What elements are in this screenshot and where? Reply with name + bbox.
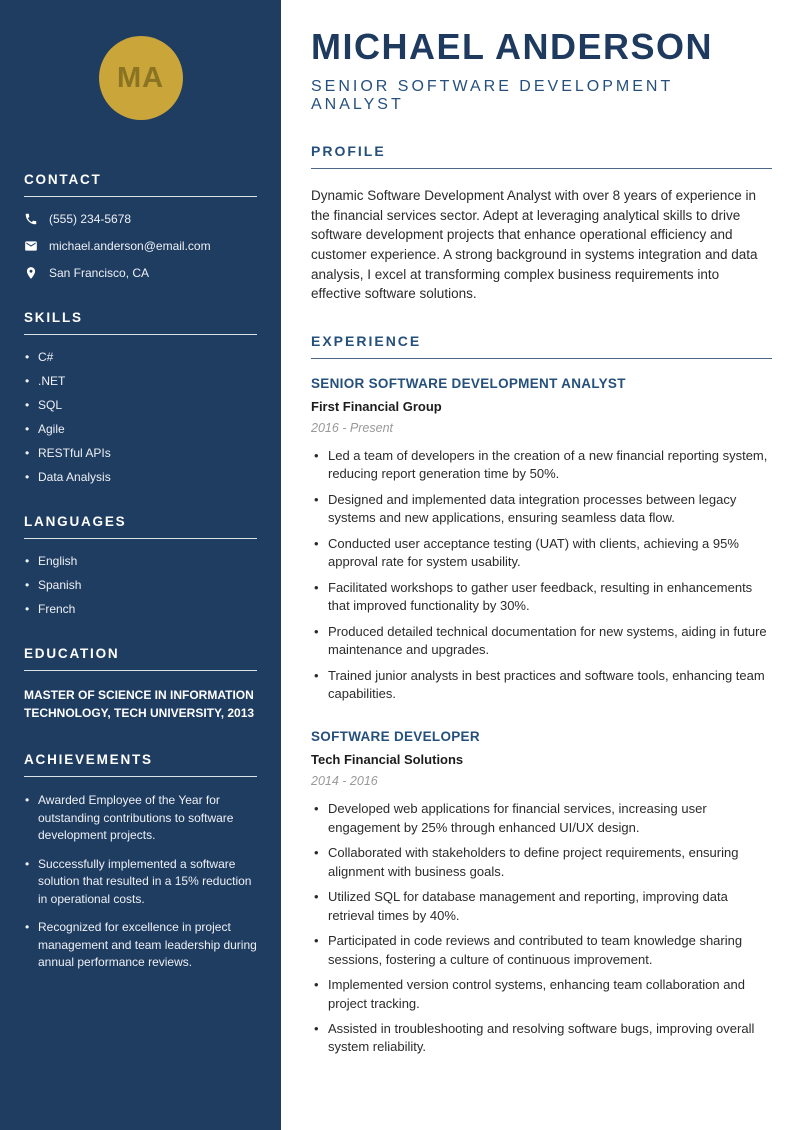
skill-item: • C#	[24, 350, 257, 364]
job-role: SENIOR SOFTWARE DEVELOPMENT ANALYST	[311, 376, 626, 392]
education-title: EDUCATION	[24, 646, 257, 671]
contact-location: San Francisco, CA	[49, 266, 150, 280]
job-company: First Financial Group	[311, 399, 442, 415]
education-text: MASTER OF SCIENCE IN INFORMATION TECHNOLOGY, TECH UNIVERSITY, 2013	[24, 688, 255, 720]
email-icon	[24, 239, 38, 253]
contact-phone: (555) 234-5678	[49, 212, 132, 226]
candidate-title: SENIOR SOFTWARE DEVELOPMENT ANALYST	[311, 77, 673, 113]
languages-section	[24, 514, 257, 616]
job-company: Tech Financial Solutions	[311, 752, 464, 768]
skills-title: SKILLS	[24, 310, 257, 335]
job-bullet: • Collaborated with stakeholders to define project requirements, ensuring alignment with business goals.	[311, 844, 772, 881]
education-section	[24, 646, 257, 722]
contact-section	[24, 172, 257, 280]
profile-section	[311, 143, 772, 304]
contact-title: CONTACT	[24, 172, 257, 197]
job-bullet: • Developed web applications for financial services, increasing user engagement by 25% through enhanced UI/UX design.	[311, 800, 772, 837]
skill-item: • Data Analysis	[24, 470, 257, 484]
job-bullet: • Participated in code reviews and contributed to team knowledge sharing sessions, fostering a culture of continuous improvement.	[311, 932, 772, 969]
achievement-item: • Successfully implemented a software solution that resulted in a 15% reduction in operational costs.	[24, 856, 257, 909]
contact-row-email	[24, 239, 257, 253]
job-dates: 2016 - Present	[311, 421, 393, 436]
skill-item: • SQL	[24, 398, 257, 412]
job-bullet: • Led a team of developers in the creation of a new financial reporting system, reducing report generation time by 50%.	[311, 447, 772, 484]
achievements-list	[24, 792, 257, 972]
avatar-wrap	[24, 36, 257, 120]
job-entry	[311, 376, 772, 703]
phone-icon	[24, 212, 38, 226]
achievement-item: • Recognized for excellence in project management and team leadership during annual performance reviews.	[24, 919, 257, 972]
experience-title: EXPERIENCE	[311, 333, 772, 359]
contact-row-location	[24, 266, 257, 280]
job-bullets	[311, 800, 772, 1056]
contact-email: michael.anderson@email.com	[49, 239, 211, 253]
experience-section	[311, 333, 772, 1057]
language-item: • English	[24, 554, 257, 568]
job-bullet: • Utilized SQL for database management and reporting, improving data retrieval times by 40%.	[311, 888, 772, 925]
candidate-name: MICHAEL ANDERSON	[311, 26, 714, 67]
main-content	[281, 0, 800, 1130]
job-bullet: • Produced detailed technical documentation for new systems, aiding in future maintenance and upgrades.	[311, 623, 772, 660]
job-entry	[311, 729, 772, 1056]
job-bullet: • Implemented version control systems, enhancing team collaboration and project tracking.	[311, 976, 772, 1013]
contact-row-phone	[24, 212, 257, 226]
profile-title: PROFILE	[311, 143, 772, 169]
job-bullet: • Assisted in troubleshooting and resolving software bugs, improving overall system reliability.	[311, 1020, 772, 1057]
skill-item: • Agile	[24, 422, 257, 436]
job-bullet: • Designed and implemented data integration processes between legacy systems and new applications, ensuring seamless data flow.	[311, 491, 772, 528]
languages-title: LANGUAGES	[24, 514, 257, 539]
job-bullet: • Conducted user acceptance testing (UAT) with clients, achieving a 95% approval rate for system usability.	[311, 535, 772, 572]
job-dates: 2014 - 2016	[311, 774, 378, 789]
skills-section	[24, 310, 257, 484]
profile-text: Dynamic Software Development Analyst with over 8 years of experience in the financial services sector. Adept at leveraging analytical skills to drive software development projects that enhance operational efficiency and customer experience. A strong background in systems integration and data analysis, I excel at transforming complex business requirements into effective software solutions.	[311, 187, 758, 302]
skill-item: • RESTful APIs	[24, 446, 257, 460]
skills-list	[24, 350, 257, 484]
achievements-title: ACHIEVEMENTS	[24, 752, 257, 777]
achievements-section	[24, 752, 257, 972]
job-bullets	[311, 447, 772, 703]
job-bullet: • Facilitated workshops to gather user feedback, resulting in enhancements that improved functionality by 30%.	[311, 579, 772, 616]
languages-list	[24, 554, 257, 616]
job-bullet: • Trained junior analysts in best practices and software tools, enhancing team capabilities.	[311, 667, 772, 704]
language-item: • Spanish	[24, 578, 257, 592]
job-role: SOFTWARE DEVELOPER	[311, 729, 480, 745]
language-item: • French	[24, 602, 257, 616]
achievement-item: • Awarded Employee of the Year for outstanding contributions to software development projects.	[24, 792, 257, 845]
sidebar	[0, 0, 281, 1130]
location-icon	[24, 266, 38, 280]
skill-item: • .NET	[24, 374, 257, 388]
avatar: MA	[99, 36, 183, 120]
